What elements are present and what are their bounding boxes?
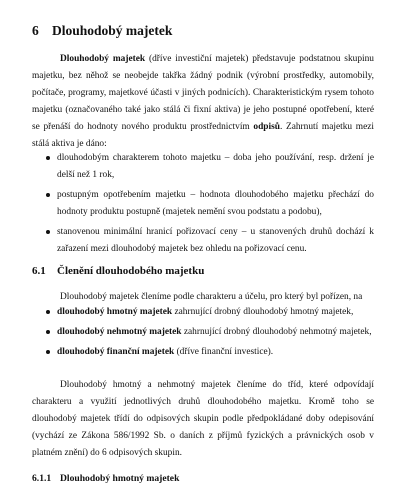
bullet-icon — [46, 310, 50, 314]
asset-type-bold: dlouhodobý finanční majetek — [57, 347, 175, 357]
intro-term: Dlouhodobý majetek — [60, 54, 146, 64]
section-heading — [32, 263, 204, 279]
asset-type-text: zahrnující drobný dlouhodobý nehmotný majetek, — [181, 327, 372, 337]
classification-text: Dlouhodobý majetek členíme podle charakteru a účelu, pro který byl pořízen, na — [60, 292, 363, 302]
list-item-text: stanovenou minimální hranicí pořizovací ceny – u stanovených druhů dochází k zařazení mezi dlouhodobý majetek bez ohledu na pořizovací cenu. — [57, 227, 374, 254]
depreciation-paragraph — [32, 377, 374, 462]
asset-type-bold: dlouhodobý hmotný majetek — [57, 307, 173, 317]
intro-paragraph — [32, 51, 374, 153]
subsection-heading — [32, 471, 179, 486]
chapter-heading — [32, 22, 172, 40]
asset-type-text: (dříve finanční investice). — [174, 347, 274, 357]
bullet-icon — [46, 193, 50, 197]
chapter-title: Dlouhodobý majetek — [52, 23, 173, 38]
list-item — [32, 344, 374, 361]
bullet-icon — [46, 156, 50, 160]
intro-text-1: (dříve investiční majetek) představuje podstatnou skupinu majetku, bez něhož se neobejde takřka žádný podnik (výrobní prostředky, automobily, počítače, programy, majetkové účasti v jiných podnicích). Charakteristickým rysem tohoto majetku (označovaného také jako stálá či fixní aktiva) je jeho postupné opotřebení, které se přenáší do hodnoty nového produktu prostřednictvím — [32, 54, 374, 132]
bullet-icon — [46, 230, 50, 234]
criteria-list — [32, 150, 374, 258]
subsection-title: Dlouhodobý hmotný majetek — [60, 473, 180, 484]
subsection-number: 6.1.1 — [32, 473, 52, 484]
section-title: Členění dlouhodobého majetku — [57, 265, 205, 277]
asset-types-list — [32, 304, 374, 364]
asset-type-bold: dlouhodobý nehmotný majetek — [57, 327, 182, 337]
list-item — [32, 304, 374, 321]
list-item — [32, 187, 374, 221]
asset-type-text: zahrnující drobný dlouhodobý hmotný majetek, — [172, 307, 354, 317]
intro-text-2: . Zahrnutí majetku mezi stálá aktiva je dáno: — [32, 122, 374, 149]
depreciation-text: Dlouhodobý hmotný a nehmotný majetek členíme do tříd, které odpovídají charakteru a využití jednotlivých druhů dlouhodobého majetku. Kromě toho se dlouhodobý majetek třídí do odpisových skupin podle předpokládané doby odepisování (vychází ze Zákona 586/1992 Sb. o daních z příjmů fyzických a právnických osob v platném znění) do 6 odpisových skupin. — [32, 380, 374, 458]
list-item — [32, 150, 374, 184]
list-item-text: dlouhodobým charakterem tohoto majetku – doba jeho používání, resp. držení je delší než 1 rok, — [57, 153, 374, 180]
section-number: 6.1 — [32, 265, 46, 277]
bullet-icon — [46, 350, 50, 354]
chapter-number: 6 — [32, 23, 39, 38]
intro-bold-word: odpisů — [253, 122, 280, 132]
list-item — [32, 324, 374, 341]
list-item — [32, 224, 374, 258]
list-item-text: postupným opotřebením majetku – hodnota dlouhodobého majetku přechází do hodnoty produktu postupně (majetek nemění svou podstatu a podobu), — [57, 190, 374, 217]
bullet-icon — [46, 330, 50, 334]
